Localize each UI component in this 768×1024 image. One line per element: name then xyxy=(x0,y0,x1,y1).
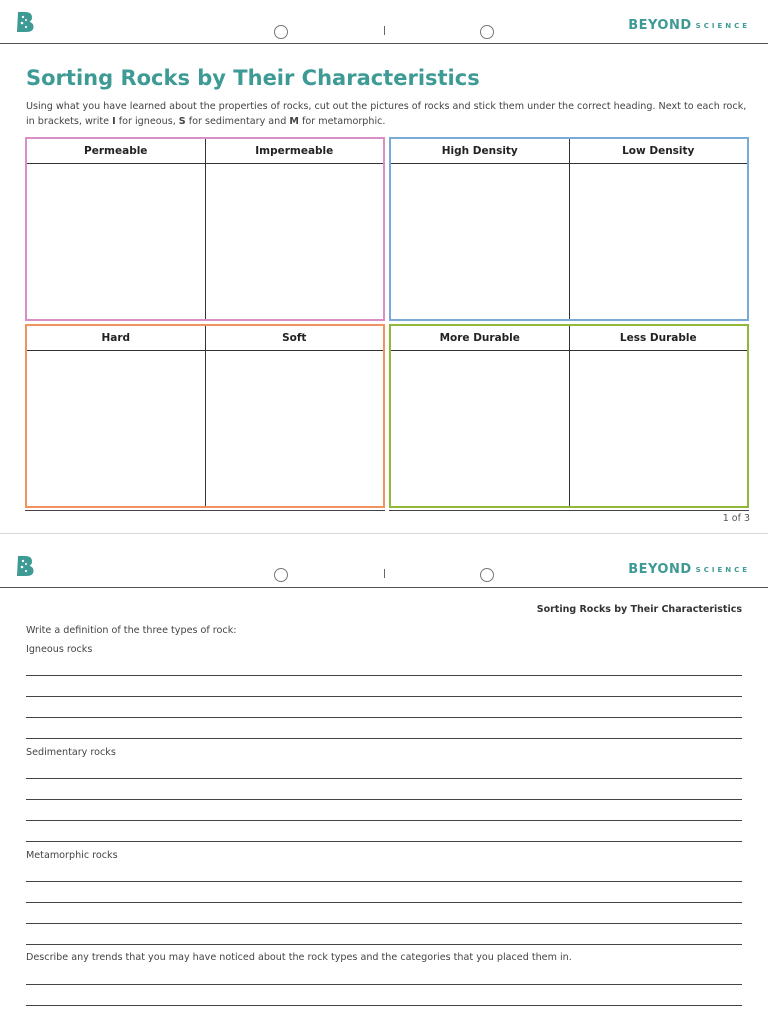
high-density-drop-area[interactable] xyxy=(391,164,569,319)
underline-left xyxy=(25,510,385,511)
sedimentary-answer-line[interactable] xyxy=(26,799,742,800)
density-box xyxy=(389,137,749,321)
igneous-answer-line[interactable] xyxy=(26,675,742,676)
punch-hole-right xyxy=(480,25,494,39)
low-density-column xyxy=(569,139,748,319)
impermeable-drop-area[interactable] xyxy=(206,164,384,319)
soft-column xyxy=(205,326,384,506)
impermeable-column xyxy=(205,139,384,319)
hard-column xyxy=(27,326,205,506)
metamorphic-label: Metamorphic rocks xyxy=(26,850,118,861)
permeability-box xyxy=(25,137,385,321)
less-durable-drop-area[interactable] xyxy=(570,351,748,506)
more-durable-drop-area[interactable] xyxy=(391,351,569,506)
header-rule xyxy=(0,43,768,44)
sedimentary-answer-line[interactable] xyxy=(26,778,742,779)
brand-logo xyxy=(628,558,750,577)
brand-sub: SCIENCE xyxy=(695,22,750,30)
igneous-answer-line[interactable] xyxy=(26,696,742,697)
brand-logo xyxy=(628,14,750,33)
instructions: Using what you have learned about the properties of rocks, cut out the pictures of rocks and stick them under the correct heading. Next to each rock, in brackets, write I for igneous, S for sedimentary and M for metamorphic. xyxy=(26,101,747,127)
metamorphic-answer-line[interactable] xyxy=(26,881,742,882)
impermeable-heading: Impermeable xyxy=(206,139,384,164)
high-density-column xyxy=(391,139,569,319)
metamorphic-answer-line[interactable] xyxy=(26,923,742,924)
soft-heading: Soft xyxy=(206,326,384,351)
punch-hole-left xyxy=(274,568,288,582)
page2-header xyxy=(0,544,768,588)
less-durable-heading: Less Durable xyxy=(570,326,748,351)
soft-drop-area[interactable] xyxy=(206,351,384,506)
hard-heading: Hard xyxy=(27,326,205,351)
header-rule xyxy=(0,587,768,588)
page-number: 1 of 3 xyxy=(722,513,750,524)
trends-answer-line[interactable] xyxy=(26,984,742,985)
igneous-answer-line[interactable] xyxy=(26,717,742,718)
brand-main: BEYOND xyxy=(628,562,692,577)
page1-header xyxy=(0,0,768,44)
metamorphic-answer-line[interactable] xyxy=(26,944,742,945)
page2-title: Sorting Rocks by Their Characteristics xyxy=(536,604,742,615)
center-tick xyxy=(384,569,385,578)
page-break xyxy=(0,533,768,534)
less-durable-column xyxy=(569,326,748,506)
high-density-heading: High Density xyxy=(391,139,569,164)
hardness-box xyxy=(25,324,385,508)
igneous-label: Igneous rocks xyxy=(26,644,93,655)
more-durable-column xyxy=(391,326,569,506)
punch-hole-left xyxy=(274,25,288,39)
trends-prompt: Describe any trends that you may have noticed about the rock types and the categories that you placed them in. xyxy=(26,952,572,963)
brand-sub: SCIENCE xyxy=(695,566,750,574)
brand-main: BEYOND xyxy=(628,18,692,33)
hard-drop-area[interactable] xyxy=(27,351,205,506)
permeable-column xyxy=(27,139,205,319)
beyond-logo-icon xyxy=(14,10,36,34)
sedimentary-answer-line[interactable] xyxy=(26,841,742,842)
low-density-heading: Low Density xyxy=(570,139,748,164)
trends-answer-line[interactable] xyxy=(26,1005,742,1006)
definition-instruction: Write a definition of the three types of rock: xyxy=(26,625,237,636)
permeable-drop-area[interactable] xyxy=(27,164,205,319)
more-durable-heading: More Durable xyxy=(391,326,569,351)
durability-box xyxy=(389,324,749,508)
page-title: Sorting Rocks by Their Characteristics xyxy=(26,66,480,90)
punch-hole-right xyxy=(480,568,494,582)
metamorphic-answer-line[interactable] xyxy=(26,902,742,903)
low-density-drop-area[interactable] xyxy=(570,164,748,319)
sedimentary-answer-line[interactable] xyxy=(26,820,742,821)
center-tick xyxy=(384,26,385,35)
underline-right xyxy=(389,510,749,511)
permeable-heading: Permeable xyxy=(27,139,205,164)
igneous-answer-line[interactable] xyxy=(26,738,742,739)
sedimentary-label: Sedimentary rocks xyxy=(26,747,116,758)
beyond-logo-icon xyxy=(14,554,36,578)
